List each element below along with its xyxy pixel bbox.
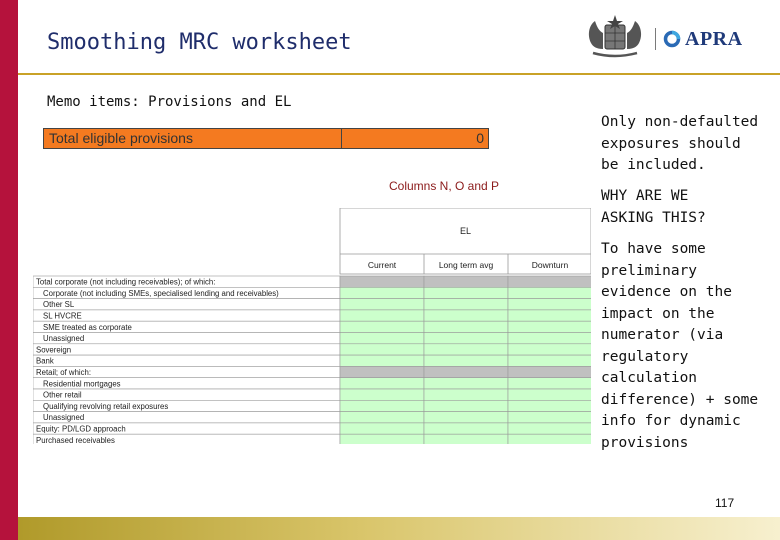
note-line: WHY ARE WE [601,188,689,204]
el-value-cell [340,423,424,434]
el-value-cell [424,412,508,423]
note-line: numerator (via [601,327,724,343]
el-group-header: EL [459,226,472,236]
el-value-cell [508,400,591,411]
el-value-cell [424,389,508,400]
row-label: Unassigned [43,413,85,423]
el-value-cell [508,378,591,389]
row-label: Total corporate (not including receivables); of which: [36,277,216,287]
row-label: Qualifying revolving retail exposures [43,401,169,411]
title-divider [18,73,780,75]
commonwealth-crest-icon [583,13,647,61]
column-header: Current [367,260,397,270]
note-line: provisions [601,434,689,451]
row-label: SME treated as corporate [43,322,132,332]
el-value-cell [508,310,591,321]
total-provisions-label: Total eligible provisions [44,129,342,148]
el-value-cell [424,310,508,321]
row-label: Residential mortgages [43,379,121,389]
el-value-cell [424,276,508,287]
el-value-cell [424,333,508,344]
el-value-cell [424,321,508,332]
note-why [601,186,771,229]
note-line: Only non-defaulted [601,114,759,130]
row-label: Purchased receivables [36,435,115,444]
row-label: Unassigned [43,334,85,344]
apra-logo-text: APRA [685,27,743,50]
el-value-cell [340,355,424,366]
el-value-cell [424,366,508,377]
note-line: exposures should [601,135,741,152]
el-value-cell [340,310,424,321]
el-value-cell [424,287,508,298]
row-label-cell [33,299,340,310]
row-label: Bank [36,356,54,366]
note-line: impact on the [601,305,715,322]
el-value-cell [508,389,591,400]
el-value-cell [340,378,424,389]
note-line: ASKING THIS? [601,209,706,226]
el-value-cell [424,400,508,411]
el-value-cell [424,423,508,434]
el-value-cell [340,434,424,444]
el-value-cell [340,333,424,344]
slide-number: 117 [715,496,735,510]
note-non-defaulted [601,112,771,177]
el-value-cell [508,344,591,355]
el-value-cell [508,287,591,298]
el-value-cell [340,321,424,332]
row-label: Other retail [43,390,82,400]
el-value-cell [340,299,424,310]
apra-logo [663,25,743,53]
apra-ring-icon [663,30,681,48]
row-label: Corporate (not including SMEs, specialised lending and receivables) [43,288,279,298]
row-label-cell [33,355,340,366]
footer-band [18,517,780,540]
note-line: regulatory [601,348,689,365]
el-value-cell [424,434,508,444]
note-line: To have some [601,241,706,257]
note-line: preliminary [601,262,698,279]
el-value-cell [508,355,591,366]
el-value-cell [424,299,508,310]
row-label: Other SL [43,300,75,310]
note-line: calculation [601,370,698,386]
el-value-cell [508,321,591,332]
note-reason [601,239,771,454]
el-value-cell [340,344,424,355]
column-header: Downturn [531,260,569,270]
el-worksheet-table [33,208,591,444]
note-line: evidence on the [601,284,732,300]
el-value-cell [508,299,591,310]
row-label: Sovereign [36,345,72,355]
column-header: Long term avg [438,260,494,270]
row-label: Retail; of which: [36,368,92,377]
section-subtitle: Memo items: Provisions and EL [47,94,292,110]
el-value-cell [508,366,591,377]
el-value-cell [424,355,508,366]
el-value-cell [508,423,591,434]
el-value-cell [340,287,424,298]
el-value-cell [508,434,591,444]
el-value-cell [340,366,424,377]
note-line: be included. [601,157,706,173]
el-value-cell [340,389,424,400]
el-value-cell [508,276,591,287]
el-value-cell [424,344,508,355]
slide-accent-bar [0,0,18,540]
note-line: difference) + some [601,391,759,408]
row-label: Equity: PD/LGD approach [36,424,126,434]
el-value-cell [508,333,591,344]
note-line: info for dynamic [601,413,741,429]
logo-separator [655,28,656,50]
columns-note: Columns N, O and P [389,179,500,193]
slide-title: Smoothing MRC worksheet [47,30,352,55]
row-label-cell [33,344,340,355]
el-value-cell [340,276,424,287]
row-label: SL HVCRE [43,311,82,321]
el-value-cell [340,400,424,411]
el-value-cell [340,412,424,423]
total-provisions-row [43,128,489,149]
el-value-cell [508,412,591,423]
el-value-cell [424,378,508,389]
total-provisions-value[interactable]: 0 [476,130,484,146]
